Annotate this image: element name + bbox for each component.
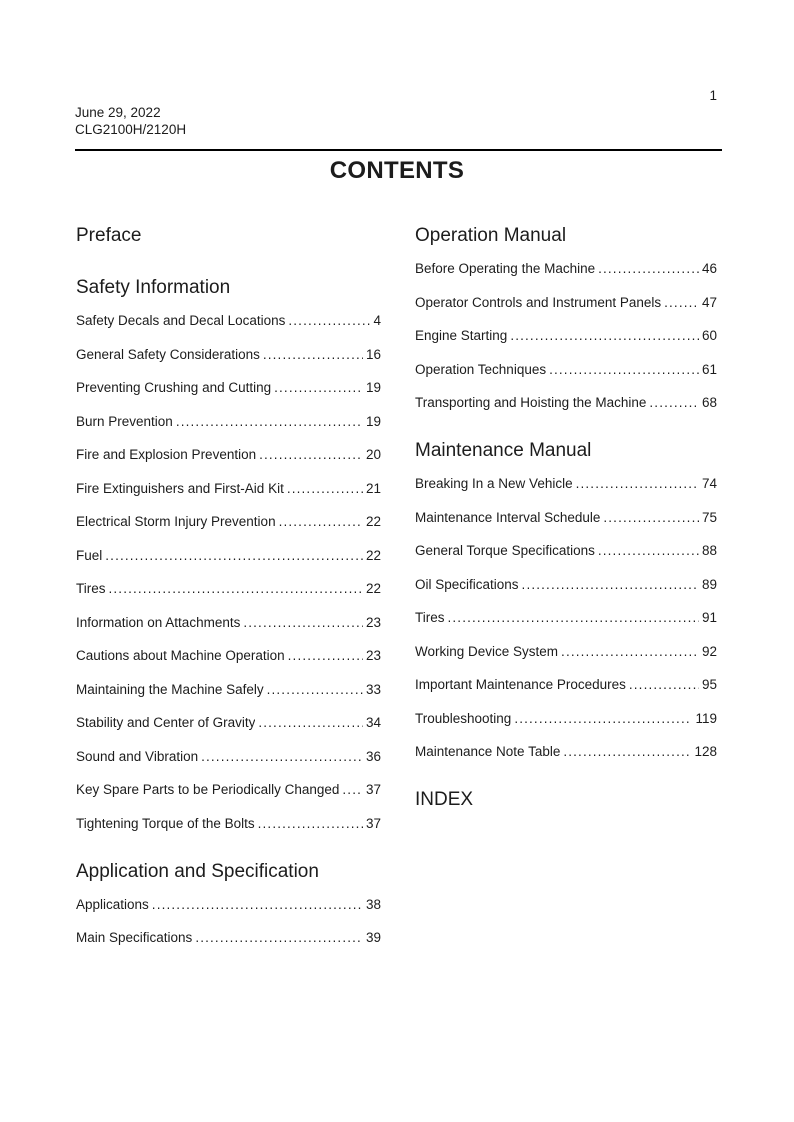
toc-entry-label: Transporting and Hoisting the Machine [415,395,647,410]
section-heading: Maintenance Manual [415,440,592,461]
header-meta [75,105,186,138]
toc-entry-label: Fire Extinguishers and First-Aid Kit [76,480,284,496]
dot-leader [664,294,699,311]
toc-entry-label: Tightening Torque of the Bolts [76,815,255,831]
toc-entry [76,681,381,698]
toc-entry [76,547,381,564]
toc-entry [415,576,717,593]
toc-entry [415,394,717,411]
toc-entry-page: 91 [701,610,717,625]
section-heading: Safety Information [76,277,231,298]
toc-column-left [76,224,381,963]
dot-leader [279,513,363,530]
toc-entry-label: Fire and Explosion Prevention [76,447,257,462]
dot-leader [258,815,363,832]
toc-entry-page: 61 [701,361,717,377]
toc-entry [76,580,381,597]
toc-entry [76,815,381,832]
toc-entry-label: Preventing Crushing and Cutting [76,380,272,395]
toc-entry [76,781,381,798]
dot-leader [259,446,363,463]
toc-entry [415,327,717,344]
toc-entry [76,748,381,765]
toc-entry-page: 92 [701,643,717,659]
dot-leader [448,609,699,626]
toc-entry-page: 4 [373,313,381,328]
toc-entry-page: 20 [365,447,381,462]
toc-entry-label: Cautions about Machine Operation [76,648,285,663]
page-number: 1 [709,88,717,103]
toc-entry-label: Operator Controls and Instrument Panels [415,294,662,310]
toc-entry [76,446,381,463]
toc-entry-label: Information on Attachments [76,614,241,630]
toc-entry-label: General Torque Specifications [415,543,595,558]
dot-leader [287,480,363,497]
toc-entry-page: 75 [701,509,717,525]
toc-entry [76,480,381,497]
header-rule [75,149,722,151]
toc-entry [415,542,717,559]
toc-entry-label: Operation Techniques [415,361,547,377]
toc-entry-label: Main Specifications [76,930,193,945]
dot-leader [258,714,363,731]
toc-entry-page: 74 [701,476,717,491]
dot-leader [514,710,692,727]
toc-entry-label: Breaking In a New Vehicle [415,476,573,491]
dot-leader [288,312,370,329]
dot-leader [649,394,699,411]
dot-leader [267,681,363,698]
toc-entry-page: 128 [694,744,717,759]
toc-entry-label: Stability and Center of Gravity [76,715,256,730]
toc-entry-page: 89 [701,576,717,592]
toc-entry-label: Tires [415,610,445,625]
toc-entry [415,609,717,626]
toc-entry-page: 34 [365,715,381,730]
toc-entry-label: Tires [76,581,106,596]
toc-entry [76,312,381,329]
dot-leader [598,542,699,559]
toc-entry-page: 46 [701,261,717,276]
dot-leader [549,361,699,378]
dot-leader [288,647,363,664]
toc-entry-label: General Safety Considerations [76,346,260,362]
toc-entry [76,614,381,631]
toc-entry [76,896,381,913]
toc-entry-label: Sound and Vibration [76,748,199,764]
toc-entry-label: Maintenance Note Table [415,744,561,759]
toc-entry [76,513,381,530]
toc-entry-page: 38 [365,896,381,912]
section-heading: Application and Specification [76,860,319,882]
toc-entry-label: Applications [76,896,149,912]
toc-entry-label: Maintaining the Machine Safely [76,681,264,697]
toc-entry-page: 36 [365,748,381,764]
toc-entry [415,509,717,526]
header-model: CLG2100H/2120H [75,121,187,137]
toc-entry [415,676,717,693]
dot-leader [522,576,699,593]
dot-leader [629,676,699,693]
toc-entry-page: 23 [365,614,381,630]
toc-entry-label: Before Operating the Machine [415,261,596,276]
dot-leader [152,896,363,913]
toc-entry [415,361,717,378]
toc-entry-page: 22 [365,547,381,563]
section-heading: Preface [76,225,142,246]
toc-entry-label: Electrical Storm Injury Prevention [76,514,276,529]
toc-entry-page: 47 [701,294,717,310]
toc-entry-page: 37 [365,782,381,797]
toc-entry-label: Troubleshooting [415,710,512,726]
dot-leader [176,413,363,430]
dot-leader [561,643,699,660]
toc-entry-label: Important Maintenance Procedures [415,677,626,692]
toc-entry [76,346,381,363]
dot-leader [598,260,699,277]
toc-entry-page: 19 [365,380,381,395]
contents-title: CONTENTS [329,157,465,184]
dot-leader [109,580,363,597]
toc-entry [415,743,717,760]
toc-entry-page: 22 [365,514,381,529]
toc-entry-page: 95 [701,677,717,692]
toc-entry-label: Maintenance Interval Schedule [415,509,601,525]
dot-leader [342,781,363,798]
toc-entry-page: 119 [695,710,717,726]
toc-entry-page: 22 [365,581,381,596]
dot-leader [105,547,363,564]
toc-entry [76,413,381,430]
section-heading: Operation Manual [415,225,567,246]
toc-entry-page: 21 [365,480,381,496]
dot-leader [263,346,363,363]
toc-entry-label: Safety Decals and Decal Locations [76,313,286,328]
toc-columns [76,224,717,963]
toc-entry [415,260,717,277]
dot-leader [201,748,363,765]
toc-entry [415,643,717,660]
dot-leader [563,743,691,760]
dot-leader [195,929,363,946]
toc-entry-label: Engine Starting [415,328,508,343]
dot-leader [274,379,363,396]
toc-entry-page: 33 [365,681,381,697]
toc-entry [415,710,717,727]
toc-entry [76,647,381,664]
toc-entry [76,714,381,731]
toc-entry [415,475,717,492]
toc-entry [76,929,381,946]
dot-leader [510,327,699,344]
toc-column-right [415,224,717,824]
toc-entry-label: Working Device System [415,643,559,659]
dot-leader [576,475,699,492]
dot-leader [243,614,363,631]
dot-leader [603,509,699,526]
toc-entry-page: 23 [365,648,381,663]
toc-entry-label: Burn Prevention [76,413,173,429]
toc-entry-page: 19 [365,413,381,429]
section-heading: INDEX [415,789,474,810]
toc-entry-label: Key Spare Parts to be Periodically Changed [76,782,340,797]
toc-entry-label: Oil Specifications [415,576,519,592]
toc-entry [76,379,381,396]
toc-entry-page: 16 [365,346,381,362]
toc-entry [415,294,717,311]
toc-entry-page: 39 [365,930,381,945]
toc-entry-page: 60 [701,328,717,343]
toc-entry-page: 37 [365,815,381,831]
header-date: June 29, 2022 [75,105,161,120]
toc-entry-page: 88 [701,543,717,558]
toc-entry-label: Fuel [76,547,103,563]
toc-entry-page: 68 [701,395,717,410]
